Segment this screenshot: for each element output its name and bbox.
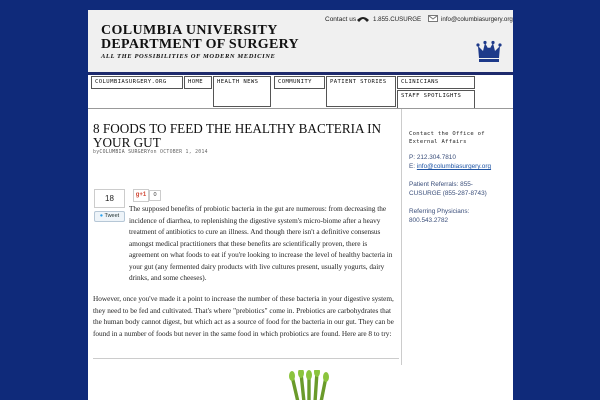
byline-author[interactable]: COLUMBIA SURGERY [99, 150, 151, 155]
sidebar-email-row [409, 163, 509, 172]
google-plus-button[interactable]: g+1 [133, 189, 149, 202]
header-email[interactable]: info@columbiasurgery.org [441, 16, 513, 23]
sidebar-referrals-line2: CUSURGE (855-287-8743) [409, 190, 487, 197]
sidebar-physicians-line1: Referring Physicians: [409, 208, 470, 215]
nav-item-clinicians[interactable]: CLINICIANS [397, 76, 475, 89]
sidebar-divider [401, 109, 402, 365]
article-title[interactable]: 8 FOODS TO FEED THE HEALTHY BACTERIA IN YOUR GUT [93, 121, 382, 150]
share-count: 18 [94, 189, 125, 208]
article-paragraph-2: However, once you've made it a point to increase the number of these bacteria in your digestive system, they need to be fed and cultivated. That's where "prebiotics" come in. Prebiotics are carbohydrates that the human body cannot digest, but which act as a source of food for the bacteria in our gut. They can be found in a number of foods but never in the same food in which probiotics are found. Here are 8 to try: [93, 295, 394, 338]
header-divider [88, 72, 513, 75]
sidebar-email-link[interactable]: info@columbiasurgery.org [416, 163, 492, 170]
byline-prefix: by [93, 150, 100, 155]
byline-date: OCTOBER 1, 2014 [160, 150, 208, 155]
nav-item-patient-stories[interactable]: PATIENT STORIES [326, 76, 396, 107]
sidebar-physicians-line2: 800.543.2782 [409, 217, 449, 224]
content-divider [93, 358, 399, 359]
sidebar-phone: P: 212.304.7810 [409, 154, 456, 161]
nav-item-community[interactable]: COMMUNITY [274, 76, 325, 89]
page-container [88, 10, 513, 400]
google-plus-count: 0 [149, 190, 161, 201]
phone-icon [356, 15, 370, 23]
byline-on: on [150, 150, 157, 155]
sidebar-email-prefix: E: [409, 163, 417, 170]
logo-line1[interactable]: COLUMBIA UNIVERSITY [101, 23, 278, 38]
nav-item-home[interactable]: HOME [184, 76, 212, 89]
mail-icon [428, 15, 438, 22]
header-phone[interactable]: 1.855.CUSURGE [373, 16, 422, 23]
nav-item-health-news[interactable]: HEALTH NEWS [213, 76, 271, 107]
nav-item-columbiasurgery[interactable]: COLUMBIASURGERY.ORG [91, 76, 183, 89]
sidebar-heading: Contact the Office of External Affairs [409, 131, 485, 145]
nav-divider [88, 108, 513, 109]
asparagus-image [284, 370, 332, 400]
contact-us-link[interactable]: Contact us [325, 16, 357, 23]
article-paragraph-1: The supposed benefits of probiotic bacteria in the gut are numerous: from decreasing the incidence of diarrhea, to replenishing the digestive system's micro-biome after a heavy treatment of antibiotics to cure an illness. And though there isn't a definitive consensus amongst medical practitioners that these benefits are scientifically proven, there is agreement on what foods to eat if you're looking to increase the level of healthy bacteria in your gut (any fermented dairy products with live cultures present, usually yogurts, dairy drinks, and some cheeses). [129, 205, 393, 282]
tweet-button[interactable] [94, 211, 125, 222]
twitter-bird-icon: ● [99, 213, 104, 219]
logo-line2[interactable]: DEPARTMENT OF SURGERY [101, 37, 299, 52]
sidebar-referrals-line1: Patient Referrals: 855- [409, 181, 473, 188]
crown-logo-icon[interactable] [476, 40, 502, 64]
site-header [88, 10, 513, 72]
nav-item-staff-spotlights[interactable]: STAFF SPOTLIGHTS [397, 90, 475, 109]
article-byline [93, 150, 208, 155]
tagline: ALL THE POSSIBILITIES OF MODERN MEDICINE [101, 53, 276, 60]
tweet-label: Tweet [104, 213, 120, 219]
